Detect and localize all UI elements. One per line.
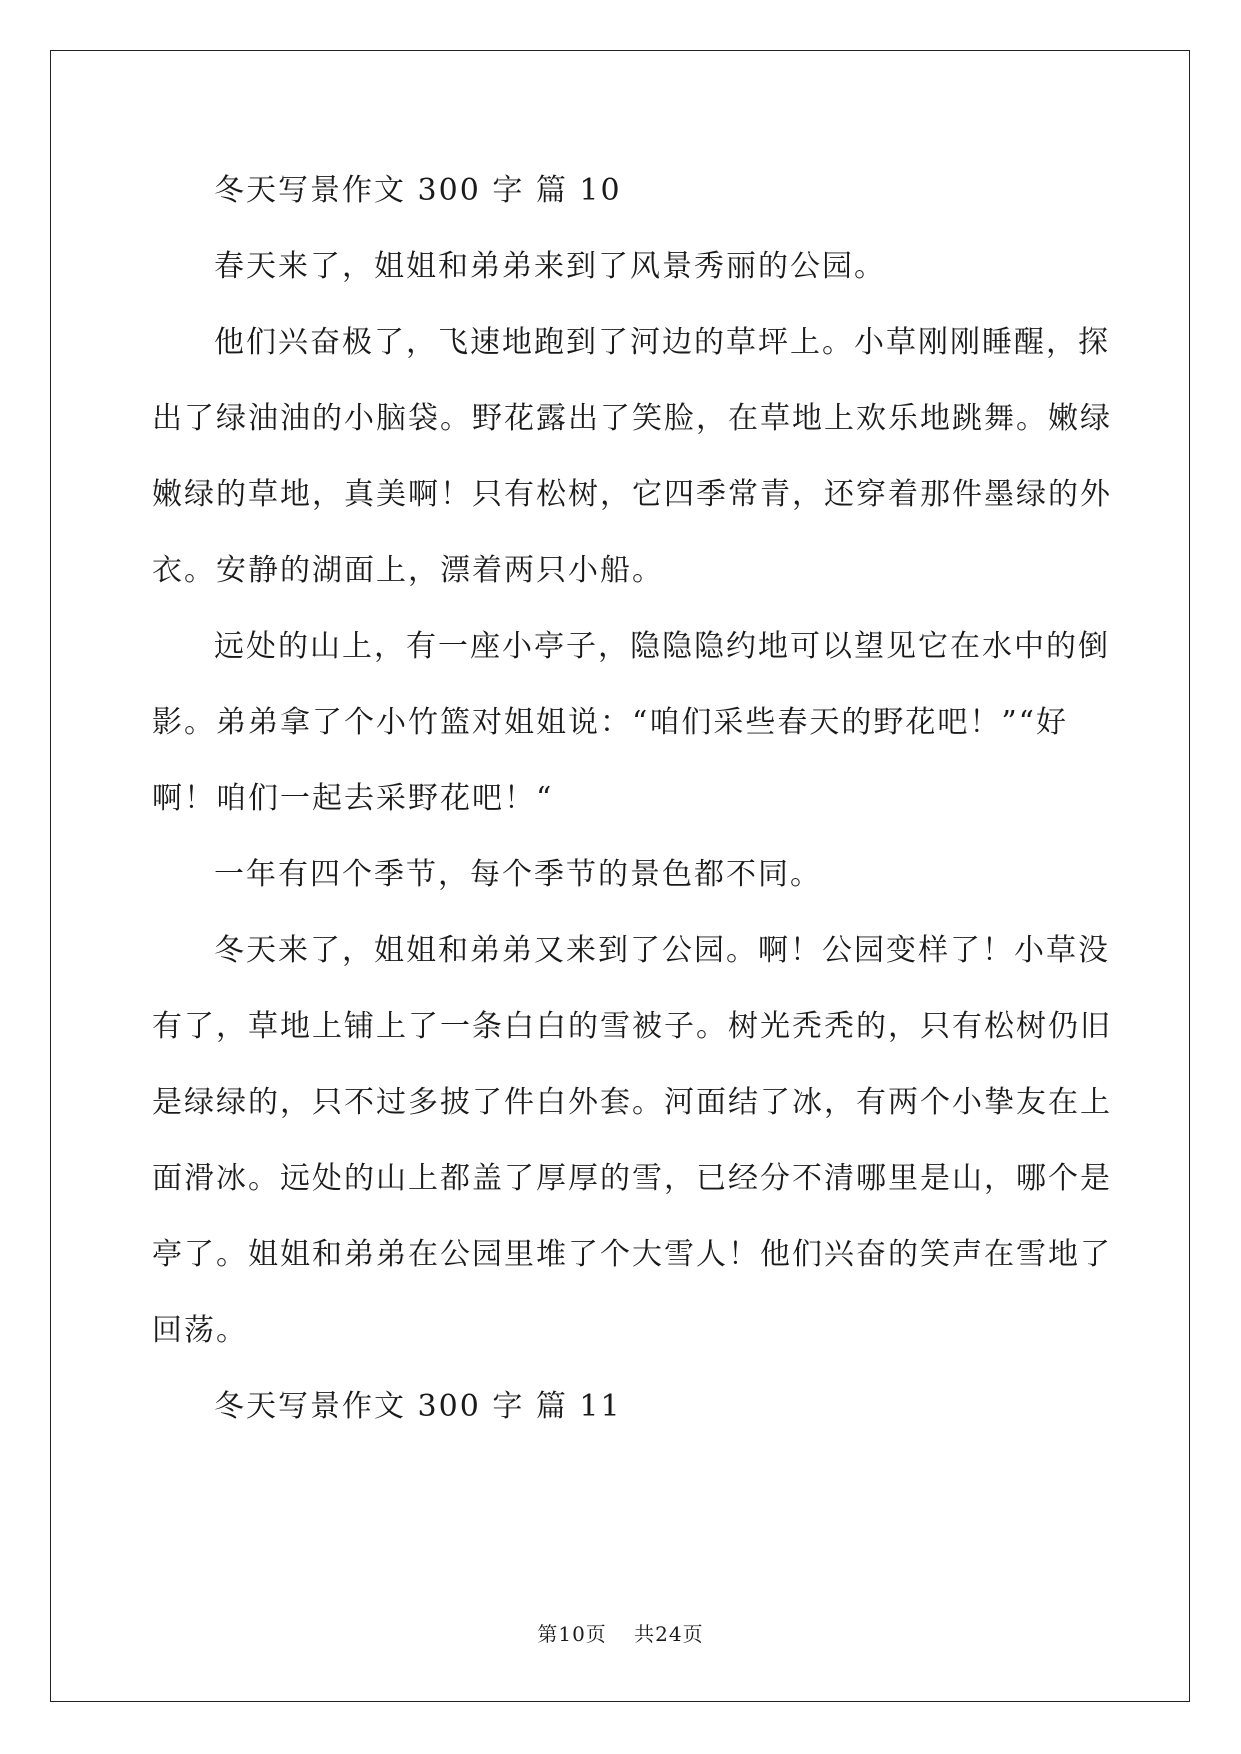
paragraph-line: 啊！咱们一起去采野花吧！“ bbox=[152, 781, 554, 816]
paragraph-line: 有了，草地上铺上了一条白白的雪被子。树光秃秃的，只有松树仍旧 bbox=[152, 1009, 1112, 1044]
paragraph-line: 一年有四个季节，每个季节的景色都不同。 bbox=[214, 857, 822, 892]
paragraph-line: 影。弟弟拿了个小竹篮对姐姐说：“咱们采些春天的野花吧！”“好 bbox=[152, 705, 1069, 740]
paragraph-line: 冬天来了，姐姐和弟弟又来到了公园。啊！公园变样了！小草没 bbox=[214, 933, 1110, 968]
paragraph-line: 出了绿油油的小脑袋。野花露出了笑脸，在草地上欢乐地跳舞。嫩绿 bbox=[152, 401, 1112, 436]
paragraph-line: 回荡。 bbox=[152, 1313, 248, 1348]
paragraph-line: 远处的山上，有一座小亭子，隐隐隐约地可以望见它在水中的倒 bbox=[214, 629, 1110, 664]
essay-heading-10: 冬天写景作文 300 字 篇 10 bbox=[214, 173, 622, 208]
page-footer bbox=[0, 1618, 1241, 1647]
paragraph-line: 面滑冰。远处的山上都盖了厚厚的雪，已经分不清哪里是山，哪个是 bbox=[152, 1161, 1112, 1196]
paragraph-line: 嫩绿的草地，真美啊！只有松树，它四季常青，还穿着那件墨绿的外 bbox=[152, 477, 1112, 512]
essay-heading-11: 冬天写景作文 300 字 篇 11 bbox=[214, 1389, 622, 1424]
page-total: 共24页 bbox=[634, 1622, 704, 1646]
paragraph-line: 衣。安静的湖面上，漂着两只小船。 bbox=[152, 553, 664, 588]
document-body bbox=[152, 171, 1112, 1463]
paragraph-line: 他们兴奋极了，飞速地跑到了河边的草坪上。小草刚刚睡醒，探 bbox=[214, 325, 1110, 360]
page-number: 第10页 bbox=[537, 1622, 607, 1646]
paragraph-line: 是绿绿的，只不过多披了件白外套。河面结了冰，有两个小挚友在上 bbox=[152, 1085, 1112, 1120]
paragraph-line: 亭了。姐姐和弟弟在公园里堆了个大雪人！他们兴奋的笑声在雪地了 bbox=[152, 1237, 1112, 1272]
paragraph-line: 春天来了，姐姐和弟弟来到了风景秀丽的公园。 bbox=[214, 249, 886, 284]
